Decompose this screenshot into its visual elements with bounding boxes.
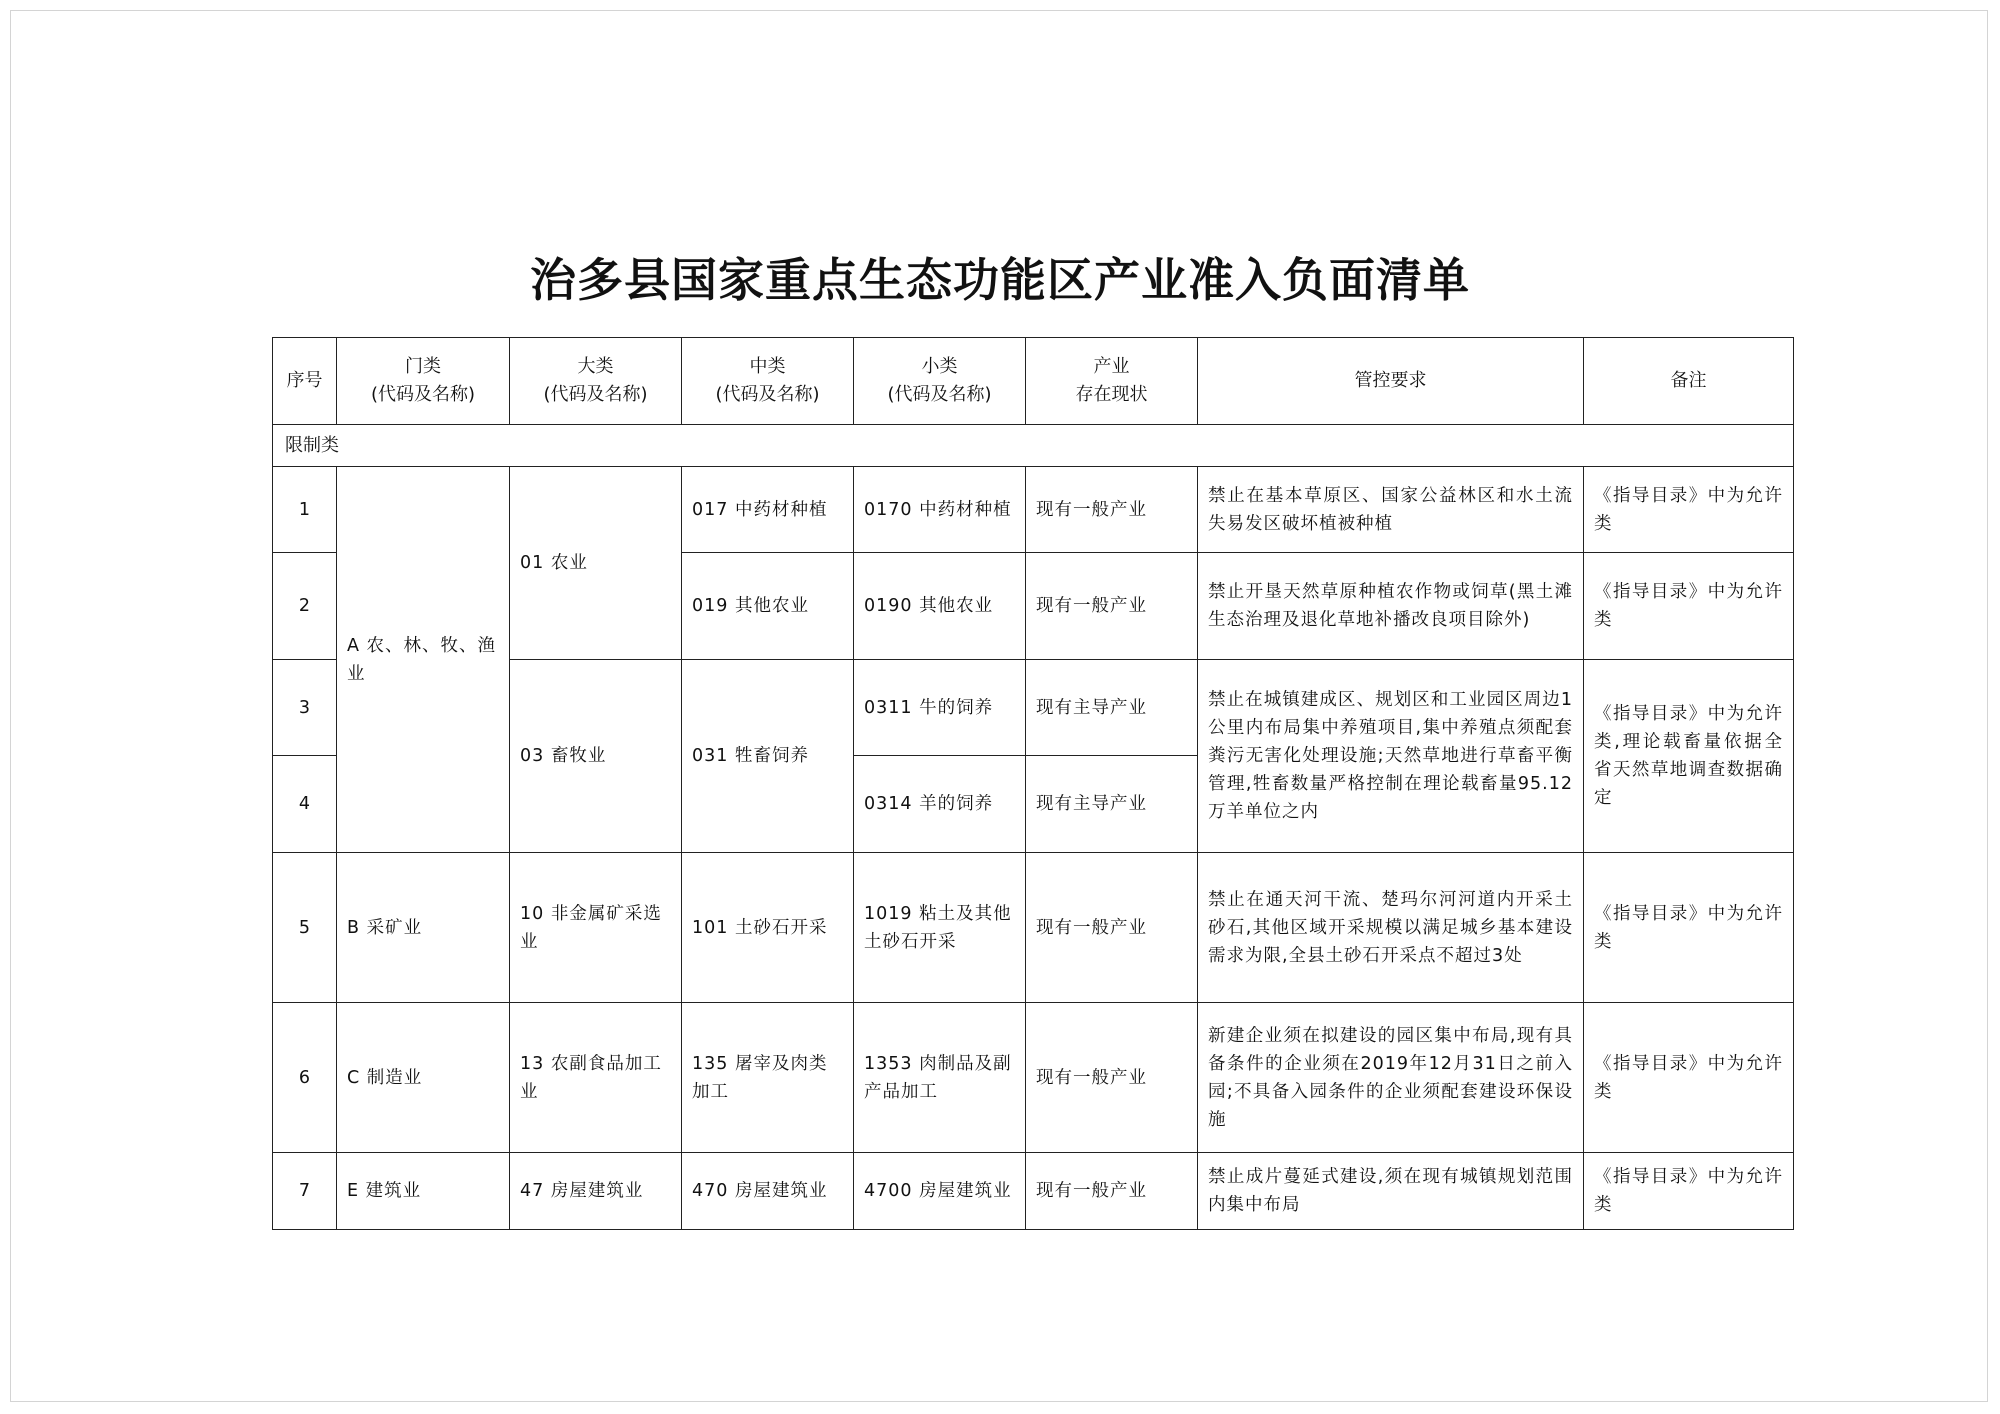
row-minor: 1019 粘土及其他土砂石开采 — [854, 853, 1026, 1003]
row-seq: 6 — [273, 1003, 337, 1153]
row-major: 03 畜牧业 — [510, 660, 682, 853]
row-control: 禁止在通天河干流、楚玛尔河河道内开采土砂石,其他区域开采规模以满足城乡基本建设需求为限,全县土砂石开采点不超过3处 — [1198, 853, 1584, 1003]
header-major-title: 大类 — [577, 356, 614, 377]
row-remark: 《指导目录》中为允许类 — [1584, 853, 1794, 1003]
row-remark: 《指导目录》中为允许类 — [1584, 553, 1794, 660]
row-minor: 4700 房屋建筑业 — [854, 1153, 1026, 1230]
row-seq: 2 — [273, 553, 337, 660]
header-door — [337, 338, 510, 425]
row-remark: 《指导目录》中为允许类 — [1584, 467, 1794, 553]
row-status: 现有一般产业 — [1026, 1003, 1198, 1153]
table-header-row — [273, 338, 1794, 425]
row-door: C 制造业 — [337, 1003, 510, 1153]
table-row — [273, 853, 1794, 1003]
row-minor: 0170 中药材种植 — [854, 467, 1026, 553]
row-door: B 采矿业 — [337, 853, 510, 1003]
row-major: 10 非金属矿采选业 — [510, 853, 682, 1003]
row-middle: 017 中药材种植 — [682, 467, 854, 553]
table-row — [273, 1153, 1794, 1230]
row-control: 禁止在城镇建成区、规划区和工业园区周边1公里内布局集中养殖项目,集中养殖点须配套粪污无害化处理设施;天然草地进行草畜平衡管理,牲畜数量严格控制在理论载畜量95.12万羊单位之内 — [1198, 660, 1584, 853]
row-status: 现有一般产业 — [1026, 467, 1198, 553]
header-status-title: 产业 — [1093, 356, 1130, 377]
row-middle: 031 牲畜饲养 — [682, 660, 854, 853]
header-middle — [682, 338, 854, 425]
header-door-title: 门类 — [405, 356, 441, 377]
section-row — [273, 425, 1794, 467]
row-minor: 0314 羊的饲养 — [854, 756, 1026, 853]
header-minor — [854, 338, 1026, 425]
header-remark: 备注 — [1584, 338, 1794, 425]
table-row — [273, 467, 1794, 553]
row-minor: 0190 其他农业 — [854, 553, 1026, 660]
header-minor-title: 小类 — [921, 356, 958, 377]
row-status: 现有一般产业 — [1026, 1153, 1198, 1230]
row-seq: 4 — [273, 756, 337, 853]
row-door: E 建筑业 — [337, 1153, 510, 1230]
header-seq: 序号 — [273, 338, 337, 425]
row-status: 现有一般产业 — [1026, 853, 1198, 1003]
row-remark: 《指导目录》中为允许类 — [1584, 1153, 1794, 1230]
row-door: A 农、林、牧、渔业 — [337, 467, 510, 853]
row-status: 现有主导产业 — [1026, 756, 1198, 853]
header-middle-sub: (代码及名称) — [715, 384, 820, 405]
negative-list-table — [272, 337, 1794, 1230]
row-control: 新建企业须在拟建设的园区集中布局,现有具备条件的企业须在2019年12月31日之前入园;不具备入园条件的企业须配套建设环保设施 — [1198, 1003, 1584, 1153]
header-minor-sub: (代码及名称) — [887, 384, 992, 405]
header-major — [510, 338, 682, 425]
row-major: 01 农业 — [510, 467, 682, 660]
row-status: 现有一般产业 — [1026, 553, 1198, 660]
header-major-sub: (代码及名称) — [543, 384, 648, 405]
header-door-sub: (代码及名称) — [370, 384, 476, 405]
row-seq: 7 — [273, 1153, 337, 1230]
row-seq: 3 — [273, 660, 337, 756]
row-remark: 《指导目录》中为允许类,理论载畜量依据全省天然草地调查数据确定 — [1584, 660, 1794, 853]
row-control: 禁止成片蔓延式建设,须在现有城镇规划范围内集中布局 — [1198, 1153, 1584, 1230]
header-middle-title: 中类 — [749, 356, 786, 377]
row-middle: 470 房屋建筑业 — [682, 1153, 854, 1230]
row-control: 禁止在基本草原区、国家公益林区和水土流失易发区破坏植被种植 — [1198, 467, 1584, 553]
row-middle: 101 土砂石开采 — [682, 853, 854, 1003]
document-title: 治多县国家重点生态功能区产业准入负面清单 — [530, 253, 1470, 307]
header-status-sub: 存在现状 — [1075, 384, 1148, 405]
row-minor: 0311 牛的饲养 — [854, 660, 1026, 756]
header-control: 管控要求 — [1198, 338, 1584, 425]
row-major: 47 房屋建筑业 — [510, 1153, 682, 1230]
row-status: 现有主导产业 — [1026, 660, 1198, 756]
row-middle: 135 屠宰及肉类加工 — [682, 1003, 854, 1153]
row-seq: 1 — [273, 467, 337, 553]
row-minor: 1353 肉制品及副产品加工 — [854, 1003, 1026, 1153]
header-status — [1026, 338, 1198, 425]
row-remark: 《指导目录》中为允许类 — [1584, 1003, 1794, 1153]
row-seq: 5 — [273, 853, 337, 1003]
table-row — [273, 1003, 1794, 1153]
row-middle: 019 其他农业 — [682, 553, 854, 660]
row-major: 13 农副食品加工业 — [510, 1003, 682, 1153]
section-label: 限制类 — [273, 425, 1794, 467]
row-control: 禁止开垦天然草原种植农作物或饲草(黑土滩生态治理及退化草地补播改良项目除外) — [1198, 553, 1584, 660]
